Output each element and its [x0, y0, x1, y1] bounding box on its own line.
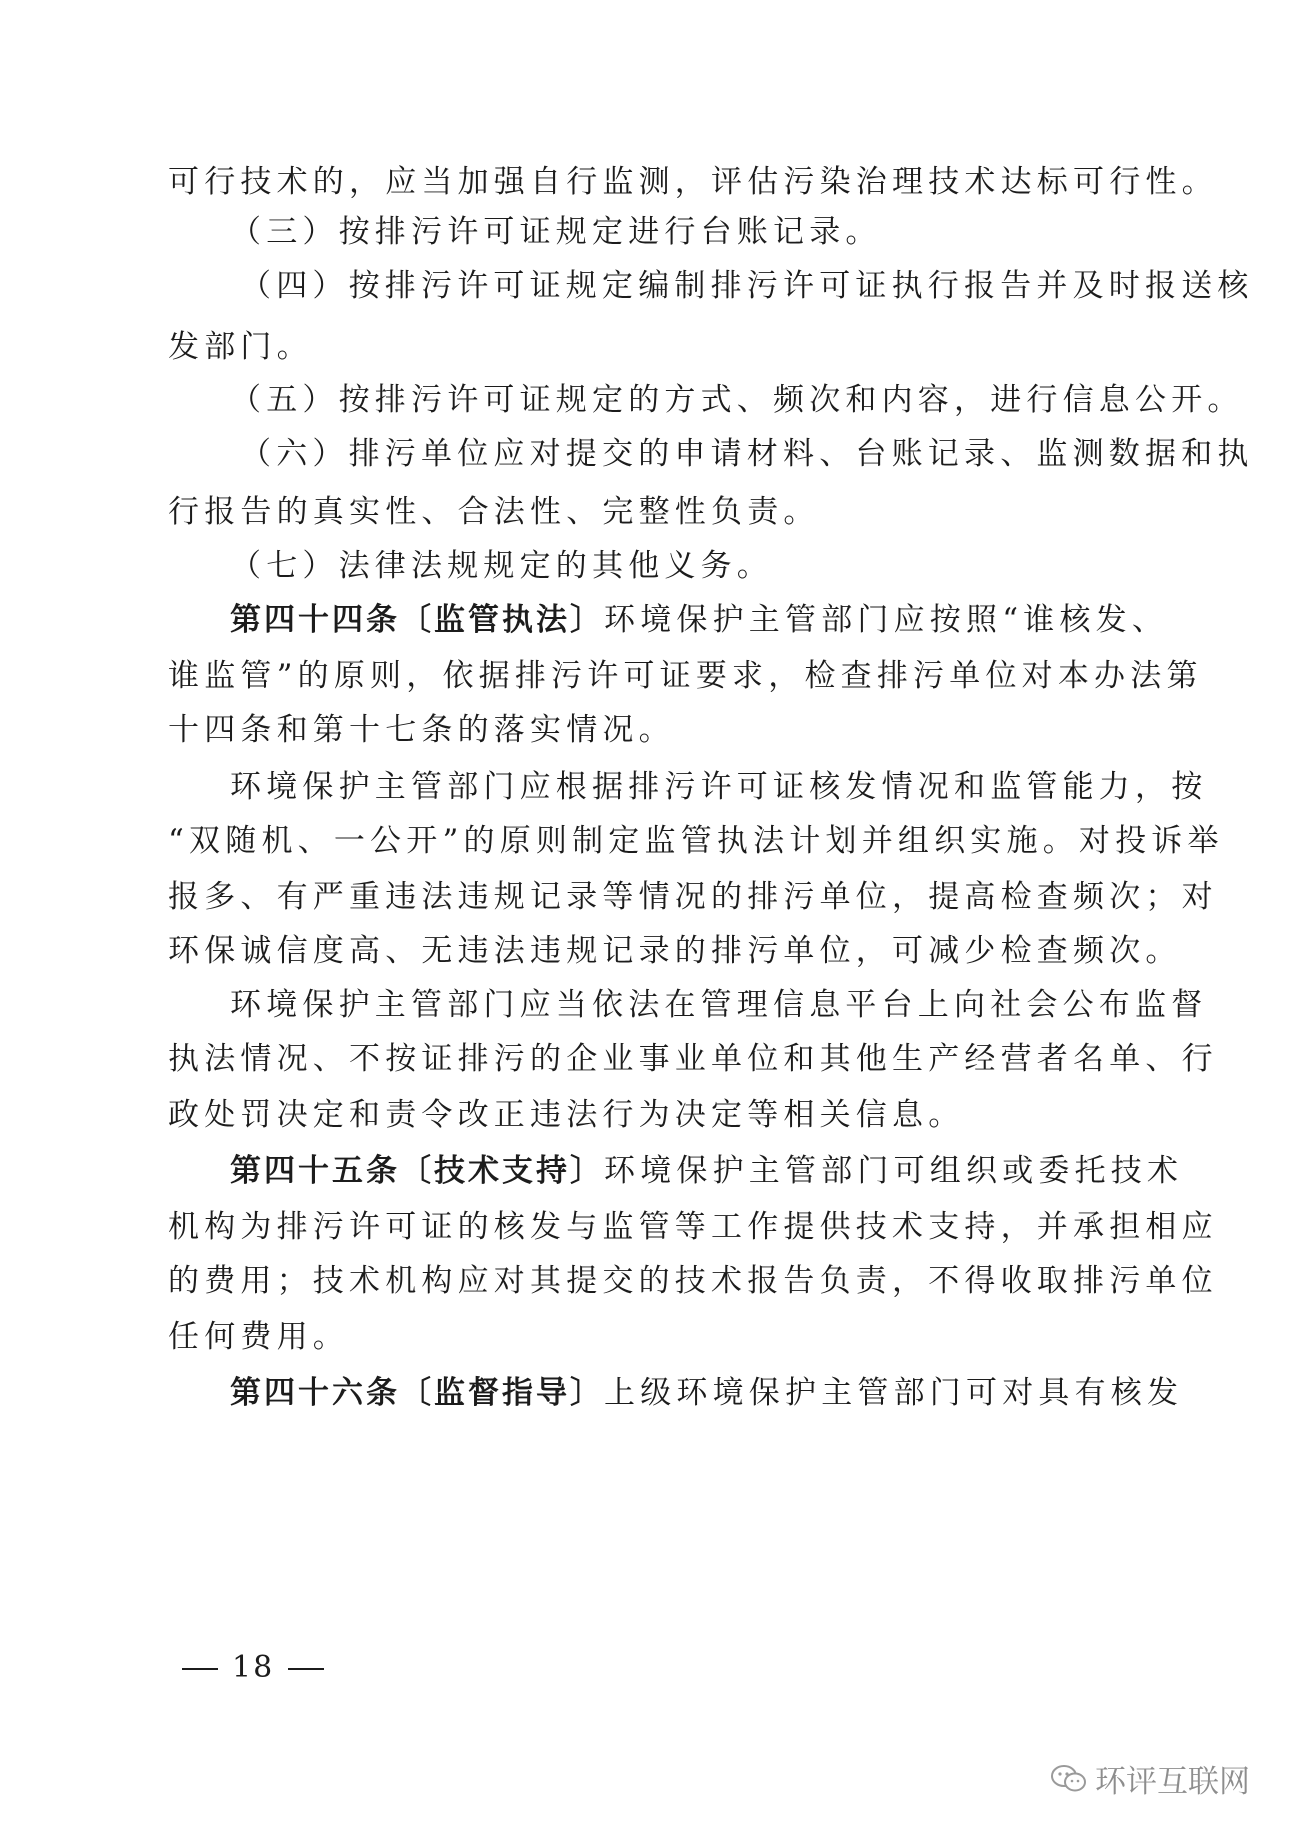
article-44-heading: 第四十四条〔监管执法〕: [230, 602, 604, 638]
text-line: 政处罚决定和责令改正违法行为决定等相关信息。: [168, 1097, 965, 1133]
paragraph-line: 环境保护主管部门应根据排污许可证核发情况和监管能力，按: [230, 769, 1208, 805]
text-line: 机构为排污许可证的核发与监管等工作提供技术支持，并承担相应: [168, 1209, 1218, 1245]
list-item-3: （三）按排污许可证规定进行台账记录。: [230, 214, 882, 250]
text-line: 谁监管”的原则，依据排污许可证要求，检查排污单位对本办法第: [168, 658, 1203, 694]
text-line: 报多、有严重违法违规记录等情况的排污单位，提高检查频次；对: [168, 879, 1218, 915]
page-number-value: 18: [232, 1650, 275, 1685]
article-45-text: 环境保护主管部门可组织或委托技术: [604, 1153, 1184, 1189]
text-line: 可行技术的，应当加强自行监测，评估污染治理技术达标可行性。: [168, 164, 1218, 200]
article-46-text: 上级环境保护主管部门可对具有核发: [604, 1375, 1184, 1411]
article-44-line: [230, 600, 1190, 640]
watermark-text: 环评互联网: [1095, 1764, 1250, 1800]
text-line: 十四条和第十七条的落实情况。: [168, 712, 675, 748]
watermark: [1051, 1756, 1250, 1801]
list-item-4: （四）按排污许可证规定编制排污许可证执行报告并及时报送核: [240, 268, 1254, 304]
dash-left: [182, 1668, 218, 1670]
list-item-5: （五）按排污许可证规定的方式、频次和内容，进行信息公开。: [230, 382, 1244, 418]
article-45-heading: 第四十五条〔技术支持〕: [230, 1153, 604, 1189]
article-46-line: [230, 1373, 1190, 1413]
text-line: 行报告的真实性、合法性、完整性负责。: [168, 494, 820, 530]
text-line: 执法情况、不按证排污的企业事业单位和其他生产经营者名单、行: [168, 1041, 1218, 1077]
article-46-heading: 第四十六条〔监督指导〕: [230, 1375, 604, 1411]
page-number: [168, 1648, 338, 1688]
list-item-7: （七）法律法规规定的其他义务。: [230, 548, 773, 584]
dash-right: [288, 1668, 324, 1670]
text-line: 发部门。: [168, 329, 313, 365]
list-item-6: （六）排污单位应对提交的申请材料、台账记录、监测数据和执: [240, 436, 1254, 472]
paragraph-line: 环境保护主管部门应当依法在管理信息平台上向社会公布监督: [230, 987, 1208, 1023]
article-45-line: [230, 1151, 1190, 1191]
text-line: 的费用；技术机构应对其提交的技术报告负责，不得收取排污单位: [168, 1263, 1218, 1299]
text-line: 环保诚信度高、无违法违规记录的排污单位，可减少检查频次。: [168, 933, 1182, 969]
article-44-text: 环境保护主管部门应按照“谁核发、: [604, 602, 1169, 638]
text-line: 任何费用。: [168, 1319, 349, 1355]
text-line: “双随机、一公开”的原则制定监管执法计划并组织实施。对投诉举: [168, 823, 1224, 859]
wechat-icon: [1051, 1764, 1087, 1794]
